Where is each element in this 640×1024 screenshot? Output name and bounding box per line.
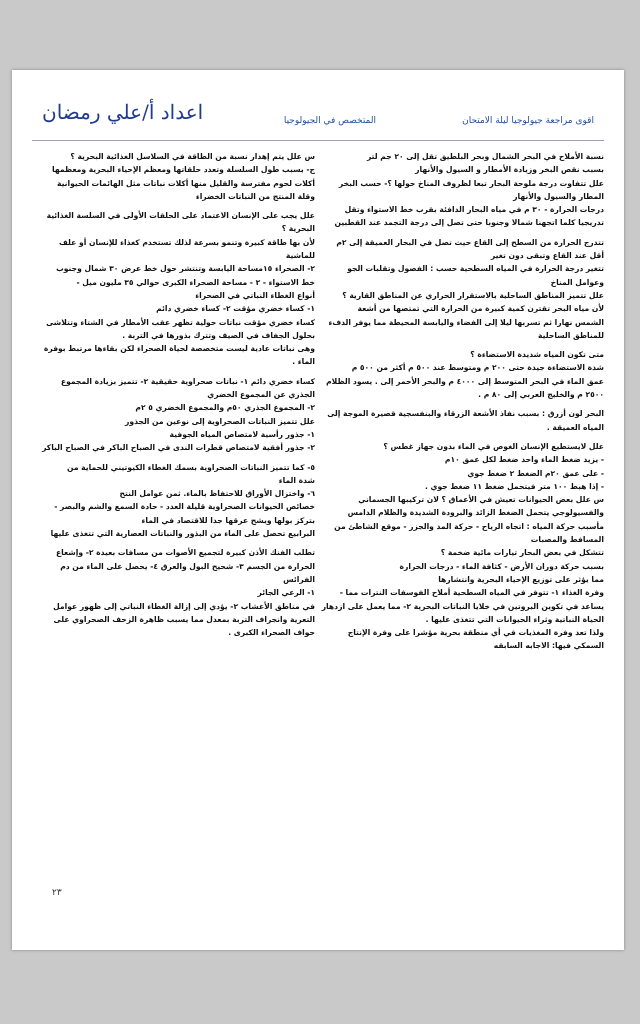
text-line: س علل يتم إهدار نسبة من الطاقة في السلاسل الغذائية البحرية ؟ [70,152,315,161]
text-line: علل تتميز المناطق الساحلية بالاستقرار الحراري عن المناطق القارية ؟ [342,290,604,300]
text-line: الماء . [292,357,315,367]
text-line: ج- بسبب طول السلسلة وتعدد حلقاتها ومعظم الإحياء البحرية ومعظمها [52,165,315,175]
document-page [12,70,624,950]
text-line: متى تكون المياه شديدة الاستضاءة ؟ [470,350,604,360]
text-line: مما يؤثر على توزيع الإحياء البحرية وانتشارها [438,574,604,584]
text-line: ١- كساء خضري مؤقت ٢- كساء خضري دائم [156,304,315,314]
text-line: تطلب الفنك الأذن كبيرة لتجميع الأصوات من مسافات بعيدة ٢- وإشعاع [55,548,315,558]
text-line: بسبب حركة دوران الأرض - كثافة الماء - درجات الحرارة [399,561,604,571]
text-line: درجات الحرارة - ٣٠ م في مياه البحار الدافئة بقرب خط الاستواء وتقل [344,205,604,215]
text-line: شدة الماء [278,475,315,485]
text-line: ٢- جذور أفقية لامتصاص قطرات الندى في الصباح الباكر في الصباح الباكر [42,443,315,453]
text-line: وعوامل المناخ [550,277,604,287]
text-line: كساء خضري دائم ١- نباتات صحراوية حقيقية ٢- تتميز بزيادة المجموع [60,376,315,386]
text-line: كساء خضري مؤقت نباتات حولية تظهر عقب الأمطار في الشتاء وتتلاشى [46,317,315,327]
header-divider [32,140,604,141]
text-line: لأن بها طاقة كبيرة وتنمو بسرعة لذلك تستخدم كغذاء للإنسان أو علف [59,237,315,247]
text-line: س علل بعض الحيوانات تعيش في الأعماق ؟ لان تركيبها الجسماني [358,495,604,505]
text-line: الحرارة من الجسم ٣- شحيح البول والعرق ٤- يحصل على الماء من دم [60,561,315,571]
text-line: تتشكل في بعض البحار تيارات مائية ضخمة ؟ [440,548,604,558]
text-line: الحياة النباتية وثراء الحيوانات التي تتغذى عليها . [425,614,604,624]
document-subtitle: المتخصص في الجيولوجيا [283,116,376,126]
text-line: نسبة الأملاح في البحر الشمال وبحر البلطيق تقل إلى ٢٠ جم لتر [366,152,604,161]
text-line: بسبب نقص البخر وزيادة الأمطار و السيول والأنهار [415,165,604,175]
text-line: ١- الرعي الجائر [257,588,315,598]
text-line: البحر لون أزرق : بسبب نفاذ الأشعة الزرقاء والبنفسجية قصيرة الموجة إلى [327,409,604,419]
text-line: البحرية ؟ [281,224,315,234]
text-line: وهى نباتات عادية ليست متخصصة لحياة الصحراء لكن بقاءها مرتبط بوفرة [43,344,315,354]
text-line: وقلة المنتج من النباتات الخضراء [195,191,315,201]
text-line: علل تتميز النباتات الصحراوية إلى نوعين من الجذور [125,416,315,426]
text-line: خط الاستواء - ٢ - مساحة الصحراء الكبرى حوالي ٣٥ مليون ميل - [76,277,315,287]
text-line: وفرة الغذاء ١- تتوفر في المياه السطحية أملاح الفوسفات النترات مما - [339,588,604,598]
text-line: المطار والسيول والأنهار [513,191,604,201]
text-line: ٥- كما تتميز النباتات الصحراوية بسمك الغطاء الكيوتيني للحماية من [67,462,315,472]
text-line: أقل عند القاع وتبقى دون تغير [490,251,604,261]
text-line: ١- جذور رأسية لامتصاص المياه الجوفية [169,429,315,439]
text-line: ٢- الصحراء ١٥مساحة اليابسة وتنتشر حول خط عرض ٣٠ شمال وجنوب [56,264,315,274]
text-line: أكلات لحوم مفترسة والقليل منها أكلات نباتات مثل الهائمات الحيوانية [56,178,315,188]
text-line: أنواع الغطاء النباتي في الصحراء [195,290,315,300]
text-line: ولذا تعد وفرة المغذيات في أي منطقة بحرية مؤشرا على وفرة الإنتاج [347,628,604,638]
text-line: خصائص الحيوانات الصحراوية قليلة العدد - حادة السمع والشم والبصر - [54,502,315,512]
text-line: علل لايستطيع الإنسان الغوص في الماء بدون جهاز غطس ؟ [383,441,604,451]
text-line: ٦- واختزال الأوراق للاحتفاظ بالماء. ثمن عوامل النتح [119,489,315,499]
text-line: يساعد في تكوين البروتين في خلايا النباتات البحرية ٢- مما يعمل على ازدهار [321,601,604,611]
text-line: البرابيع تحصل على الماء من البذور والنباتات العصارية التي تتغذى عليها [50,529,315,539]
text-line: للمناطق الساحلية [538,330,604,340]
text-line: - يزيد ضغط الماء واحد ضغط لكل عمق ١٠م [444,455,604,465]
left-text-column [32,150,315,870]
text-line: للماشية [285,251,315,261]
right-text-column [321,150,604,870]
text-line: ٢٥٠٠ م والخليج العربي إلى ٨٠ م . [478,390,604,400]
text-line: والفسيولوجي يتحمل الضغط الزائد والبرودة الشديدة والظلام الدامس [347,508,604,518]
text-line: علل تتفاوت درجة ملوحة البحار تبعا لظروف المناخ حولها ؟- حسب البخر [338,178,604,188]
text-line: الفرائس [283,574,315,584]
text-line: تتغير درجة الحرارة في المياه السطحية حسب : الفصول وتقلبات الجو [347,264,604,274]
text-line: علل يجب على الإنسان الاعتماد على الحلقات الأولى في السلسة الغذائية [46,211,315,221]
text-line: شدة الاستضاءة جيدة حتى ٢٠٠ م ومتوسط عند ٥٠٠ م أكثر من ٥٠٠ م [351,363,604,373]
text-line: المسافط والمصبات [530,535,604,545]
text-line: مأسبب حركة المياه : اتجاه الرياح - حركة المد والجزر - موقع الشاطئ من [334,521,604,531]
page-number: ٢٣ [52,888,62,898]
text-line: - إذا هبط ١٠٠ متر فيتحمل ضغط ١١ ضغط جوي . [424,481,604,491]
text-line: في مناطق الأعشاب ٢- يؤدي إلى إزالة الغطاء النباتي إلى ظهور عوامل [53,601,315,611]
text-line: تتدرج الحرارة من السطح إلى القاع حيث تصل في البحار العميقة إلى ٢م [336,237,604,247]
page-header [32,100,604,140]
text-line: الجذري عن المجموع الخضري [207,390,315,400]
document-title: اقوى مراجعة جيولوجيا ليلة الامتحان [462,116,594,126]
text-line: بتركز بولها ويشح عرقها جدا للاقتصاد في الماء [141,515,315,525]
text-line: ٢- المجموع الجذري ٥٠م والمجموع الخضري ٥ ٢م [135,403,315,413]
author-name: اعداد أ/علي رمضان [42,100,204,124]
text-line: الشمس نهارا ثم تسربها ليلا إلى الفضاء واليابسة المحيطة مما يوفر الدفء [328,317,604,327]
text-line: المياه العميقة . [546,422,604,432]
text-line: السمكي فيها: الاجابه السابقه [493,641,604,651]
text-line: لأن مياه البحر تقترن كمية كبيرة من الحرارة التي تمتصها من أشعة [357,304,604,314]
text-line: تدريجيا كلما اتجهنا شمالا وجنوبا حتى تصل إلى درجة التجمد عند القطبين [334,218,604,228]
text-line: - على عمق ٢٠م الضغط ٢ ضغط جوي [467,468,604,478]
text-line: حواف الصحراء الكبرى . [228,628,315,638]
text-line: بحلول الجفاف في الصيف وتترك بذورها في التربة . [122,330,315,340]
text-line: التعرية وانجراف التربة بمعدل مما يسبب ظاهرة الزحف الصحراوي على [53,614,315,624]
text-line: عمق الماء في البحر المتوسط إلى ٤٠٠٠ م والبحر الأحمر إلى . يسود الظلام [326,376,604,386]
